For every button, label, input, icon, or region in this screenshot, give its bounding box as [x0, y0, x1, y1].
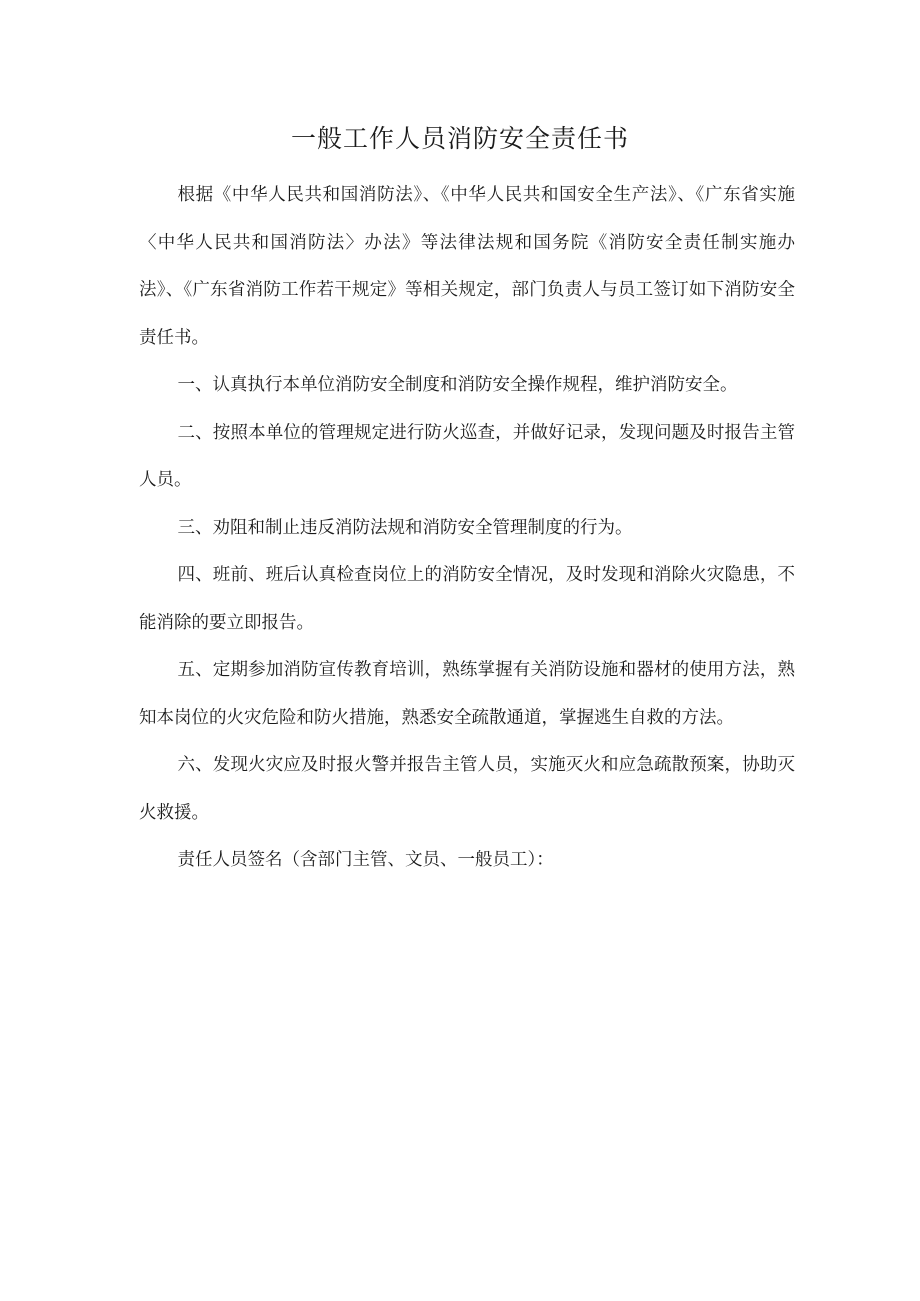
clause-2: 二、按照本单位的管理规定进行防火巡查，并做好记录，发现问题及时报告主管人员。 — [139, 422, 795, 490]
signature-label: 责任人员签名（含部门主管、文员、一般员工）： — [177, 850, 554, 870]
intro-paragraph: 根据《中华人民共和国消防法》、《中华人民共和国安全生产法》、《广东省实施〈中华人民共和国消防法〉办法》等法律法规和国务院《消防安全责任制实施办法》、《广东省消防工作若干规定》等相关规定，部门负责人与员工签订如下消防安全责任书。 — [139, 185, 795, 348]
document-title: 一般工作人员消防安全责任书 — [290, 124, 629, 153]
document-body — [139, 172, 795, 885]
clause-4: 四、班前、班后认真检查岗位上的消防安全情况，及时发现和消除火灾隐患，不能消除的要立即报告。 — [139, 565, 795, 633]
clause-1: 一、认真执行本单位消防安全制度和消防安全操作规程，维护消防安全。 — [177, 375, 738, 395]
clause-6: 六、发现火灾应及时报火警并报告主管人员，实施灭火和应急疏散预案，协助灭火救援。 — [139, 755, 795, 823]
clause-5: 五、定期参加消防宣传教育培训，熟练掌握有关消防设施和器材的使用方法，熟知本岗位的火灾危险和防火措施，熟悉安全疏散通道，掌握逃生自救的方法。 — [139, 660, 795, 728]
clause-3: 三、劝阻和制止违反消防法规和消防安全管理制度的行为。 — [177, 517, 633, 538]
